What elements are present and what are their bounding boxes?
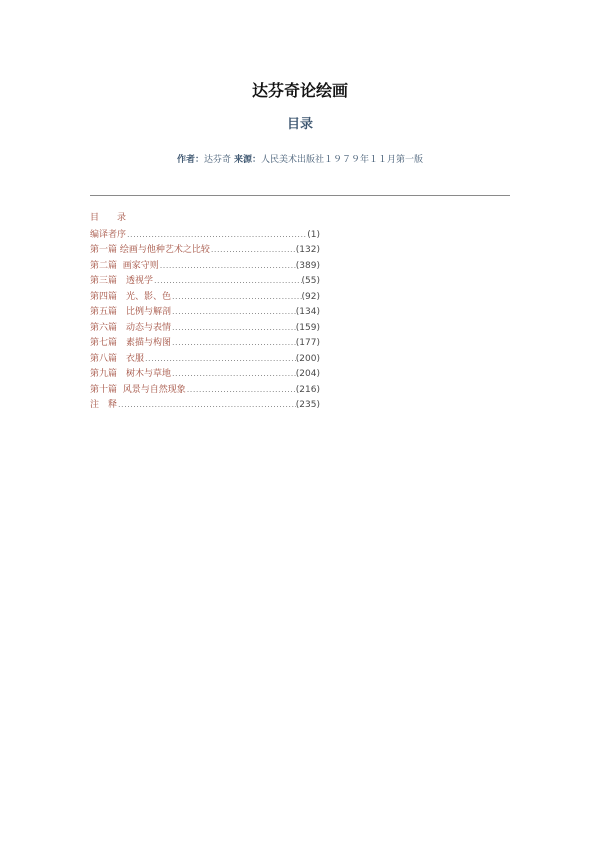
toc-entry[interactable] [90, 258, 320, 274]
toc-entry-label[interactable]: 第九篇 树木与草地 [90, 369, 172, 379]
toc-entry-label[interactable]: 第十篇 风景与自然现象 [90, 384, 186, 395]
toc-entry[interactable] [90, 242, 320, 258]
toc-leader-dots [211, 242, 296, 258]
toc-entry-page: (177) [295, 338, 320, 348]
toc-entry-page: (204) [295, 369, 320, 379]
toc-leader-dots [154, 273, 302, 289]
toc-entry-page: (132) [295, 245, 320, 255]
toc-entry-page: (235) [295, 400, 320, 410]
table-of-contents [90, 211, 390, 413]
document-title: 达芬奇论绘画 [251, 81, 348, 100]
toc-entry-page: (134) [295, 307, 320, 317]
toc-leader-dots [172, 335, 296, 351]
toc-entry-label[interactable]: 第八篇 衣服 [90, 353, 145, 364]
toc-list [90, 227, 390, 413]
toc-entry[interactable] [90, 289, 320, 305]
author-label: 作者： [177, 155, 205, 165]
toc-entry[interactable] [90, 351, 320, 367]
toc-entry-page: (55) [301, 276, 320, 286]
toc-leader-dots [187, 382, 296, 398]
toc-leader-dots [160, 258, 296, 274]
document-subtitle: 目录 [286, 117, 313, 132]
toc-entry[interactable] [90, 335, 320, 351]
document-meta [0, 152, 600, 165]
author-value: 达芬奇 [204, 155, 232, 165]
toc-entry-page: (216) [295, 384, 320, 395]
toc-entry-label[interactable]: 编译者序 [90, 229, 127, 240]
toc-entry[interactable] [90, 366, 320, 382]
source-label: 来源： [233, 155, 261, 165]
toc-entry[interactable] [90, 227, 320, 243]
toc-entry-page: (389) [295, 260, 320, 271]
toc-entry-label[interactable]: 第六篇 动态与表情 [90, 322, 172, 333]
toc-entry-label[interactable]: 第三篇 透视学 [90, 276, 154, 286]
toc-heading: 目 录 [90, 213, 127, 223]
toc-entry[interactable] [90, 382, 320, 398]
source-value: 人民美术出版社１９７９年１１月第一版 [260, 155, 423, 165]
toc-leader-dots [172, 320, 296, 336]
toc-entry[interactable] [90, 320, 320, 336]
toc-entry-label[interactable]: 第一篇 绘画与他种艺术之比较 [90, 245, 210, 255]
toc-leader-dots [172, 304, 296, 320]
toc-entry-page: (92) [301, 291, 320, 302]
toc-leader-dots [145, 351, 296, 367]
toc-leader-dots [172, 289, 302, 305]
toc-entry[interactable] [90, 397, 320, 413]
divider-line [90, 195, 510, 196]
toc-leader-dots [118, 397, 296, 413]
toc-entry-page: (159) [295, 322, 320, 333]
toc-entry-label[interactable]: 第五篇 比例与解剖 [90, 307, 172, 317]
toc-entry[interactable] [90, 273, 320, 289]
toc-entry-page: (200) [295, 353, 320, 364]
toc-leader-dots [172, 366, 296, 382]
toc-entry[interactable] [90, 304, 320, 320]
toc-entry-label[interactable]: 第二篇 画家守则 [90, 260, 159, 271]
toc-entry-label[interactable]: 注 释 [90, 400, 118, 410]
toc-leader-dots [127, 227, 307, 243]
toc-entry-label[interactable]: 第四篇 光、影、色 [90, 291, 172, 302]
toc-entry-page: (1) [307, 229, 320, 240]
toc-entry-label[interactable]: 第七篇 素描与构图 [90, 338, 172, 348]
